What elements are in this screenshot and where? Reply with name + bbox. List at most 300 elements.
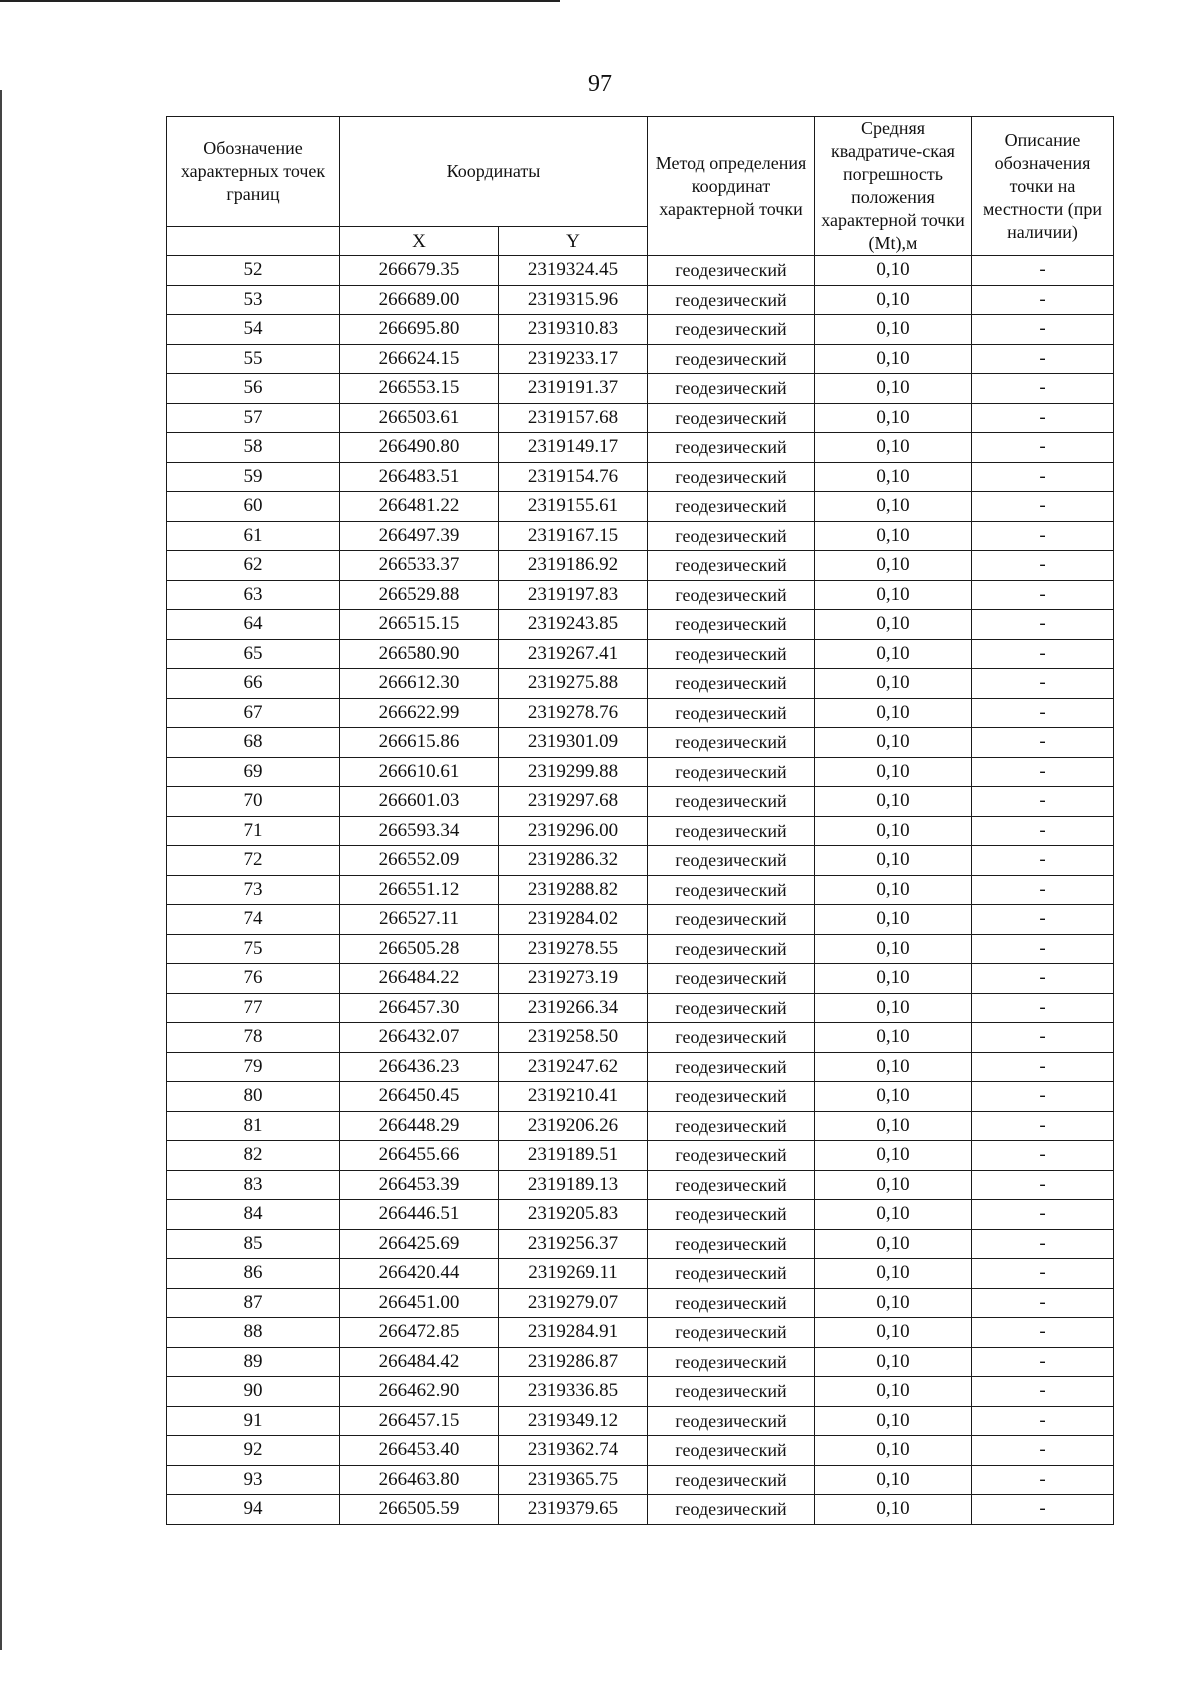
method-cell: геодезический bbox=[648, 846, 815, 876]
scan-edge-left bbox=[0, 90, 2, 1650]
table-row bbox=[167, 905, 1114, 935]
table-row bbox=[167, 993, 1114, 1023]
x-coordinate-cell: 266436.23 bbox=[340, 1052, 499, 1082]
accuracy-cell: 0,10 bbox=[815, 492, 972, 522]
accuracy-cell: 0,10 bbox=[815, 846, 972, 876]
y-coordinate-cell: 2319278.55 bbox=[499, 934, 648, 964]
y-coordinate-cell: 2319154.76 bbox=[499, 462, 648, 492]
x-coordinate-cell: 266529.88 bbox=[340, 580, 499, 610]
x-coordinate-cell: 266622.99 bbox=[340, 698, 499, 728]
accuracy-cell: 0,10 bbox=[815, 1170, 972, 1200]
accuracy-cell: 0,10 bbox=[815, 905, 972, 935]
y-coordinate-cell: 2319267.41 bbox=[499, 639, 648, 669]
method-cell: геодезический bbox=[648, 403, 815, 433]
point-number-cell: 73 bbox=[167, 875, 340, 905]
method-cell: геодезический bbox=[648, 315, 815, 345]
table-row bbox=[167, 610, 1114, 640]
x-coordinate-cell: 266580.90 bbox=[340, 639, 499, 669]
y-coordinate-cell: 2319155.61 bbox=[499, 492, 648, 522]
accuracy-cell: 0,10 bbox=[815, 1465, 972, 1495]
method-cell: геодезический bbox=[648, 1200, 815, 1230]
point-number-cell: 74 bbox=[167, 905, 340, 935]
description-cell: - bbox=[972, 787, 1114, 817]
table-row bbox=[167, 1200, 1114, 1230]
point-number-cell: 62 bbox=[167, 551, 340, 581]
x-coordinate-cell: 266515.15 bbox=[340, 610, 499, 640]
method-cell: геодезический bbox=[648, 344, 815, 374]
description-cell: - bbox=[972, 1023, 1114, 1053]
accuracy-cell: 0,10 bbox=[815, 1377, 972, 1407]
point-number-cell: 55 bbox=[167, 344, 340, 374]
point-number-cell: 89 bbox=[167, 1347, 340, 1377]
accuracy-cell: 0,10 bbox=[815, 462, 972, 492]
point-number-cell: 64 bbox=[167, 610, 340, 640]
y-coordinate-cell: 2319286.32 bbox=[499, 846, 648, 876]
x-coordinate-cell: 266679.35 bbox=[340, 256, 499, 286]
y-coordinate-cell: 2319275.88 bbox=[499, 669, 648, 699]
description-cell: - bbox=[972, 521, 1114, 551]
x-coordinate-cell: 266420.44 bbox=[340, 1259, 499, 1289]
table-row bbox=[167, 374, 1114, 404]
x-coordinate-cell: 266552.09 bbox=[340, 846, 499, 876]
table-row bbox=[167, 1141, 1114, 1171]
y-coordinate-cell: 2319297.68 bbox=[499, 787, 648, 817]
method-cell: геодезический bbox=[648, 1170, 815, 1200]
header-accuracy: Средняя квадратиче-ская погрешность положения характерной точки (Mt),м bbox=[815, 117, 972, 256]
description-cell: - bbox=[972, 1229, 1114, 1259]
accuracy-cell: 0,10 bbox=[815, 580, 972, 610]
y-coordinate-cell: 2319157.68 bbox=[499, 403, 648, 433]
accuracy-cell: 0,10 bbox=[815, 521, 972, 551]
x-coordinate-cell: 266593.34 bbox=[340, 816, 499, 846]
x-coordinate-cell: 266455.66 bbox=[340, 1141, 499, 1171]
method-cell: геодезический bbox=[648, 1288, 815, 1318]
point-number-cell: 57 bbox=[167, 403, 340, 433]
table-row bbox=[167, 964, 1114, 994]
header-x: X bbox=[340, 227, 499, 256]
point-number-cell: 71 bbox=[167, 816, 340, 846]
table-row bbox=[167, 787, 1114, 817]
point-number-cell: 72 bbox=[167, 846, 340, 876]
point-number-cell: 63 bbox=[167, 580, 340, 610]
accuracy-cell: 0,10 bbox=[815, 285, 972, 315]
y-coordinate-cell: 2319365.75 bbox=[499, 1465, 648, 1495]
y-coordinate-cell: 2319288.82 bbox=[499, 875, 648, 905]
header-point-blank bbox=[167, 227, 340, 256]
y-coordinate-cell: 2319279.07 bbox=[499, 1288, 648, 1318]
method-cell: геодезический bbox=[648, 728, 815, 758]
method-cell: геодезический bbox=[648, 787, 815, 817]
description-cell: - bbox=[972, 1436, 1114, 1466]
x-coordinate-cell: 266527.11 bbox=[340, 905, 499, 935]
table-body bbox=[167, 256, 1114, 1525]
y-coordinate-cell: 2319299.88 bbox=[499, 757, 648, 787]
x-coordinate-cell: 266472.85 bbox=[340, 1318, 499, 1348]
accuracy-cell: 0,10 bbox=[815, 1288, 972, 1318]
point-number-cell: 61 bbox=[167, 521, 340, 551]
method-cell: геодезический bbox=[648, 374, 815, 404]
table-row bbox=[167, 521, 1114, 551]
x-coordinate-cell: 266624.15 bbox=[340, 344, 499, 374]
accuracy-cell: 0,10 bbox=[815, 403, 972, 433]
description-cell: - bbox=[972, 551, 1114, 581]
method-cell: геодезический bbox=[648, 639, 815, 669]
method-cell: геодезический bbox=[648, 1023, 815, 1053]
y-coordinate-cell: 2319167.15 bbox=[499, 521, 648, 551]
table-row bbox=[167, 875, 1114, 905]
method-cell: геодезический bbox=[648, 934, 815, 964]
table-row bbox=[167, 1111, 1114, 1141]
table-row bbox=[167, 1082, 1114, 1112]
y-coordinate-cell: 2319206.26 bbox=[499, 1111, 648, 1141]
point-number-cell: 70 bbox=[167, 787, 340, 817]
y-coordinate-cell: 2319296.00 bbox=[499, 816, 648, 846]
description-cell: - bbox=[972, 1200, 1114, 1230]
table-row bbox=[167, 1170, 1114, 1200]
point-number-cell: 54 bbox=[167, 315, 340, 345]
method-cell: геодезический bbox=[648, 698, 815, 728]
method-cell: геодезический bbox=[648, 521, 815, 551]
table-row bbox=[167, 403, 1114, 433]
point-number-cell: 80 bbox=[167, 1082, 340, 1112]
table-row bbox=[167, 1465, 1114, 1495]
accuracy-cell: 0,10 bbox=[815, 1052, 972, 1082]
description-cell: - bbox=[972, 1465, 1114, 1495]
point-number-cell: 82 bbox=[167, 1141, 340, 1171]
description-cell: - bbox=[972, 1141, 1114, 1171]
point-number-cell: 81 bbox=[167, 1111, 340, 1141]
y-coordinate-cell: 2319243.85 bbox=[499, 610, 648, 640]
description-cell: - bbox=[972, 1377, 1114, 1407]
table-row bbox=[167, 256, 1114, 286]
method-cell: геодезический bbox=[648, 492, 815, 522]
y-coordinate-cell: 2319284.02 bbox=[499, 905, 648, 935]
accuracy-cell: 0,10 bbox=[815, 1200, 972, 1230]
table-row bbox=[167, 1288, 1114, 1318]
point-number-cell: 90 bbox=[167, 1377, 340, 1407]
point-number-cell: 93 bbox=[167, 1465, 340, 1495]
y-coordinate-cell: 2319324.45 bbox=[499, 256, 648, 286]
point-number-cell: 58 bbox=[167, 433, 340, 463]
accuracy-cell: 0,10 bbox=[815, 934, 972, 964]
x-coordinate-cell: 266615.86 bbox=[340, 728, 499, 758]
accuracy-cell: 0,10 bbox=[815, 1141, 972, 1171]
point-number-cell: 77 bbox=[167, 993, 340, 1023]
method-cell: геодезический bbox=[648, 1141, 815, 1171]
point-number-cell: 76 bbox=[167, 964, 340, 994]
point-number-cell: 75 bbox=[167, 934, 340, 964]
accuracy-cell: 0,10 bbox=[815, 1495, 972, 1525]
method-cell: геодезический bbox=[648, 580, 815, 610]
point-number-cell: 59 bbox=[167, 462, 340, 492]
accuracy-cell: 0,10 bbox=[815, 551, 972, 581]
table-row bbox=[167, 1229, 1114, 1259]
method-cell: геодезический bbox=[648, 1111, 815, 1141]
x-coordinate-cell: 266484.42 bbox=[340, 1347, 499, 1377]
table-row bbox=[167, 639, 1114, 669]
x-coordinate-cell: 266448.29 bbox=[340, 1111, 499, 1141]
y-coordinate-cell: 2319266.34 bbox=[499, 993, 648, 1023]
description-cell: - bbox=[972, 344, 1114, 374]
y-coordinate-cell: 2319336.85 bbox=[499, 1377, 648, 1407]
y-coordinate-cell: 2319256.37 bbox=[499, 1229, 648, 1259]
accuracy-cell: 0,10 bbox=[815, 698, 972, 728]
table-row bbox=[167, 698, 1114, 728]
point-number-cell: 60 bbox=[167, 492, 340, 522]
table-row bbox=[167, 1406, 1114, 1436]
table-row bbox=[167, 462, 1114, 492]
x-coordinate-cell: 266484.22 bbox=[340, 964, 499, 994]
point-number-cell: 53 bbox=[167, 285, 340, 315]
accuracy-cell: 0,10 bbox=[815, 1436, 972, 1466]
accuracy-cell: 0,10 bbox=[815, 610, 972, 640]
description-cell: - bbox=[972, 315, 1114, 345]
y-coordinate-cell: 2319210.41 bbox=[499, 1082, 648, 1112]
method-cell: геодезический bbox=[648, 964, 815, 994]
point-number-cell: 79 bbox=[167, 1052, 340, 1082]
y-coordinate-cell: 2319258.50 bbox=[499, 1023, 648, 1053]
description-cell: - bbox=[972, 403, 1114, 433]
x-coordinate-cell: 266457.30 bbox=[340, 993, 499, 1023]
description-cell: - bbox=[972, 1111, 1114, 1141]
method-cell: геодезический bbox=[648, 1347, 815, 1377]
y-coordinate-cell: 2319197.83 bbox=[499, 580, 648, 610]
table-row bbox=[167, 315, 1114, 345]
y-coordinate-cell: 2319362.74 bbox=[499, 1436, 648, 1466]
description-cell: - bbox=[972, 1259, 1114, 1289]
description-cell: - bbox=[972, 1406, 1114, 1436]
point-number-cell: 94 bbox=[167, 1495, 340, 1525]
point-number-cell: 87 bbox=[167, 1288, 340, 1318]
x-coordinate-cell: 266451.00 bbox=[340, 1288, 499, 1318]
method-cell: геодезический bbox=[648, 1318, 815, 1348]
table-row bbox=[167, 433, 1114, 463]
x-coordinate-cell: 266462.90 bbox=[340, 1377, 499, 1407]
table-header bbox=[167, 117, 1114, 256]
accuracy-cell: 0,10 bbox=[815, 433, 972, 463]
method-cell: геодезический bbox=[648, 1495, 815, 1525]
point-number-cell: 84 bbox=[167, 1200, 340, 1230]
point-number-cell: 56 bbox=[167, 374, 340, 404]
description-cell: - bbox=[972, 1318, 1114, 1348]
description-cell: - bbox=[972, 669, 1114, 699]
x-coordinate-cell: 266505.59 bbox=[340, 1495, 499, 1525]
description-cell: - bbox=[972, 1347, 1114, 1377]
table-row bbox=[167, 1436, 1114, 1466]
x-coordinate-cell: 266695.80 bbox=[340, 315, 499, 345]
description-cell: - bbox=[972, 256, 1114, 286]
header-coordinates: Координаты bbox=[340, 117, 648, 227]
point-number-cell: 78 bbox=[167, 1023, 340, 1053]
table-row bbox=[167, 551, 1114, 581]
table-row bbox=[167, 934, 1114, 964]
description-cell: - bbox=[972, 1288, 1114, 1318]
method-cell: геодезический bbox=[648, 1465, 815, 1495]
method-cell: геодезический bbox=[648, 875, 815, 905]
accuracy-cell: 0,10 bbox=[815, 1347, 972, 1377]
description-cell: - bbox=[972, 728, 1114, 758]
scan-edge-top bbox=[0, 0, 560, 2]
header-description: Описание обозначения точки на местности (при наличии) bbox=[972, 117, 1114, 256]
x-coordinate-cell: 266601.03 bbox=[340, 787, 499, 817]
method-cell: геодезический bbox=[648, 905, 815, 935]
method-cell: геодезический bbox=[648, 1259, 815, 1289]
accuracy-cell: 0,10 bbox=[815, 344, 972, 374]
y-coordinate-cell: 2319278.76 bbox=[499, 698, 648, 728]
description-cell: - bbox=[972, 580, 1114, 610]
description-cell: - bbox=[972, 905, 1114, 935]
method-cell: геодезический bbox=[648, 610, 815, 640]
header-method: Метод определения координат характерной точки bbox=[648, 117, 815, 256]
x-coordinate-cell: 266551.12 bbox=[340, 875, 499, 905]
accuracy-cell: 0,10 bbox=[815, 669, 972, 699]
y-coordinate-cell: 2319233.17 bbox=[499, 344, 648, 374]
y-coordinate-cell: 2319205.83 bbox=[499, 1200, 648, 1230]
y-coordinate-cell: 2319269.11 bbox=[499, 1259, 648, 1289]
y-coordinate-cell: 2319247.62 bbox=[499, 1052, 648, 1082]
description-cell: - bbox=[972, 610, 1114, 640]
table-row bbox=[167, 669, 1114, 699]
x-coordinate-cell: 266612.30 bbox=[340, 669, 499, 699]
description-cell: - bbox=[972, 846, 1114, 876]
accuracy-cell: 0,10 bbox=[815, 256, 972, 286]
page-number: 97 bbox=[588, 71, 612, 97]
table-row bbox=[167, 757, 1114, 787]
description-cell: - bbox=[972, 698, 1114, 728]
description-cell: - bbox=[972, 1082, 1114, 1112]
accuracy-cell: 0,10 bbox=[815, 1023, 972, 1053]
point-number-cell: 65 bbox=[167, 639, 340, 669]
description-cell: - bbox=[972, 993, 1114, 1023]
accuracy-cell: 0,10 bbox=[815, 1111, 972, 1141]
table-row bbox=[167, 1023, 1114, 1053]
description-cell: - bbox=[972, 1052, 1114, 1082]
accuracy-cell: 0,10 bbox=[815, 1406, 972, 1436]
accuracy-cell: 0,10 bbox=[815, 639, 972, 669]
description-cell: - bbox=[972, 1170, 1114, 1200]
point-number-cell: 83 bbox=[167, 1170, 340, 1200]
description-cell: - bbox=[972, 934, 1114, 964]
x-coordinate-cell: 266533.37 bbox=[340, 551, 499, 581]
table-row bbox=[167, 285, 1114, 315]
method-cell: геодезический bbox=[648, 1436, 815, 1466]
accuracy-cell: 0,10 bbox=[815, 757, 972, 787]
table-row bbox=[167, 580, 1114, 610]
point-number-cell: 67 bbox=[167, 698, 340, 728]
table-row bbox=[167, 1052, 1114, 1082]
y-coordinate-cell: 2319286.87 bbox=[499, 1347, 648, 1377]
x-coordinate-cell: 266503.61 bbox=[340, 403, 499, 433]
table-row bbox=[167, 492, 1114, 522]
table-row bbox=[167, 1318, 1114, 1348]
header-point-designation: Обозначение характерных точек границ bbox=[167, 117, 340, 227]
description-cell: - bbox=[972, 433, 1114, 463]
point-number-cell: 91 bbox=[167, 1406, 340, 1436]
description-cell: - bbox=[972, 964, 1114, 994]
x-coordinate-cell: 266610.61 bbox=[340, 757, 499, 787]
accuracy-cell: 0,10 bbox=[815, 875, 972, 905]
table-row bbox=[167, 816, 1114, 846]
y-coordinate-cell: 2319315.96 bbox=[499, 285, 648, 315]
point-number-cell: 68 bbox=[167, 728, 340, 758]
y-coordinate-cell: 2319191.37 bbox=[499, 374, 648, 404]
point-number-cell: 92 bbox=[167, 1436, 340, 1466]
table-row bbox=[167, 1259, 1114, 1289]
point-number-cell: 52 bbox=[167, 256, 340, 286]
x-coordinate-cell: 266553.15 bbox=[340, 374, 499, 404]
boundary-points-table bbox=[166, 116, 1114, 1525]
description-cell: - bbox=[972, 639, 1114, 669]
x-coordinate-cell: 266463.80 bbox=[340, 1465, 499, 1495]
description-cell: - bbox=[972, 816, 1114, 846]
y-coordinate-cell: 2319189.13 bbox=[499, 1170, 648, 1200]
accuracy-cell: 0,10 bbox=[815, 374, 972, 404]
x-coordinate-cell: 266432.07 bbox=[340, 1023, 499, 1053]
accuracy-cell: 0,10 bbox=[815, 728, 972, 758]
y-coordinate-cell: 2319310.83 bbox=[499, 315, 648, 345]
y-coordinate-cell: 2319349.12 bbox=[499, 1406, 648, 1436]
x-coordinate-cell: 266481.22 bbox=[340, 492, 499, 522]
accuracy-cell: 0,10 bbox=[815, 1082, 972, 1112]
x-coordinate-cell: 266490.80 bbox=[340, 433, 499, 463]
method-cell: геодезический bbox=[648, 1082, 815, 1112]
table-row bbox=[167, 1377, 1114, 1407]
method-cell: геодезический bbox=[648, 1052, 815, 1082]
method-cell: геодезический bbox=[648, 1406, 815, 1436]
accuracy-cell: 0,10 bbox=[815, 1229, 972, 1259]
x-coordinate-cell: 266483.51 bbox=[340, 462, 499, 492]
description-cell: - bbox=[972, 462, 1114, 492]
x-coordinate-cell: 266497.39 bbox=[340, 521, 499, 551]
y-coordinate-cell: 2319273.19 bbox=[499, 964, 648, 994]
point-number-cell: 85 bbox=[167, 1229, 340, 1259]
header-y: Y bbox=[499, 227, 648, 256]
x-coordinate-cell: 266425.69 bbox=[340, 1229, 499, 1259]
x-coordinate-cell: 266505.28 bbox=[340, 934, 499, 964]
method-cell: геодезический bbox=[648, 993, 815, 1023]
accuracy-cell: 0,10 bbox=[815, 993, 972, 1023]
method-cell: геодезический bbox=[648, 256, 815, 286]
method-cell: геодезический bbox=[648, 433, 815, 463]
x-coordinate-cell: 266457.15 bbox=[340, 1406, 499, 1436]
method-cell: геодезический bbox=[648, 1229, 815, 1259]
point-number-cell: 69 bbox=[167, 757, 340, 787]
accuracy-cell: 0,10 bbox=[815, 964, 972, 994]
y-coordinate-cell: 2319301.09 bbox=[499, 728, 648, 758]
table-row bbox=[167, 344, 1114, 374]
description-cell: - bbox=[972, 374, 1114, 404]
description-cell: - bbox=[972, 875, 1114, 905]
method-cell: геодезический bbox=[648, 285, 815, 315]
table-row bbox=[167, 846, 1114, 876]
point-number-cell: 88 bbox=[167, 1318, 340, 1348]
accuracy-cell: 0,10 bbox=[815, 787, 972, 817]
description-cell: - bbox=[972, 492, 1114, 522]
description-cell: - bbox=[972, 757, 1114, 787]
description-cell: - bbox=[972, 1495, 1114, 1525]
y-coordinate-cell: 2319149.17 bbox=[499, 433, 648, 463]
point-number-cell: 86 bbox=[167, 1259, 340, 1289]
point-number-cell: 66 bbox=[167, 669, 340, 699]
description-cell: - bbox=[972, 285, 1114, 315]
accuracy-cell: 0,10 bbox=[815, 816, 972, 846]
method-cell: геодезический bbox=[648, 462, 815, 492]
y-coordinate-cell: 2319379.65 bbox=[499, 1495, 648, 1525]
y-coordinate-cell: 2319189.51 bbox=[499, 1141, 648, 1171]
x-coordinate-cell: 266446.51 bbox=[340, 1200, 499, 1230]
y-coordinate-cell: 2319186.92 bbox=[499, 551, 648, 581]
table-row bbox=[167, 1347, 1114, 1377]
